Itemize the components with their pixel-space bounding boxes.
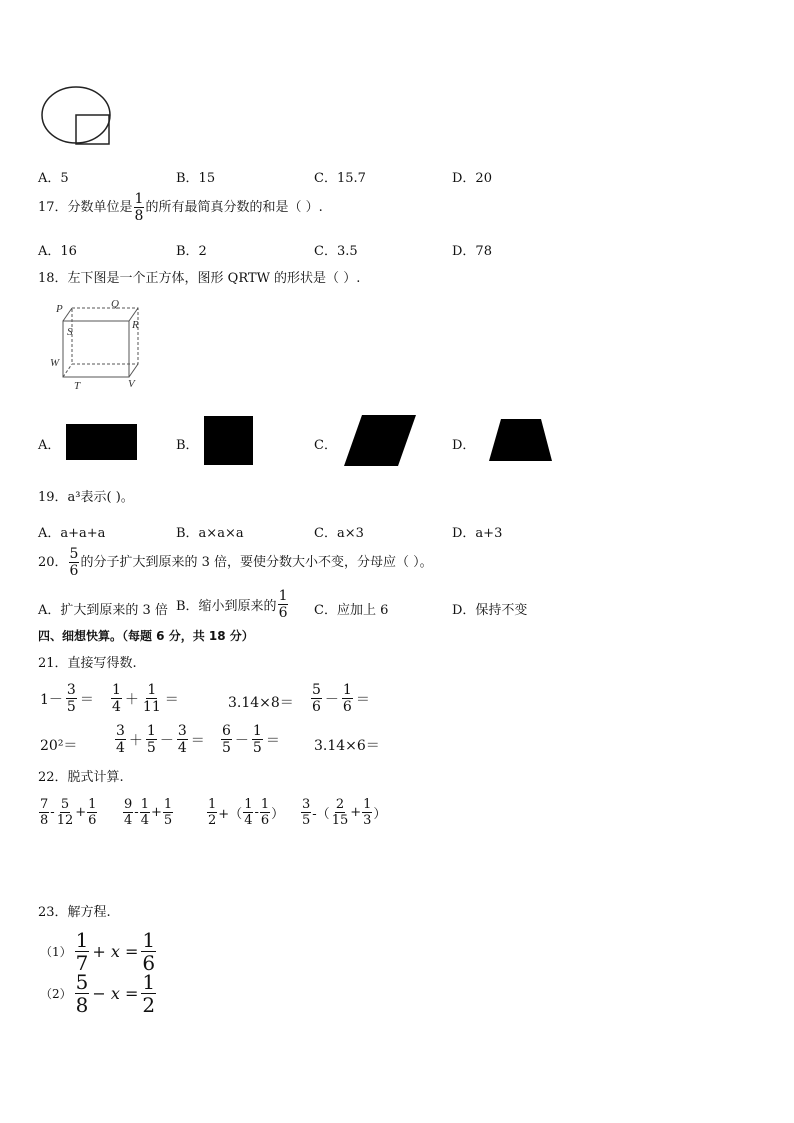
q20-fraction: $\frac{5}{6}$ bbox=[69, 546, 79, 579]
cube-label-w: W bbox=[50, 357, 60, 369]
q22-question: 22．脱式计算. bbox=[38, 770, 124, 785]
q20-option-c[interactable]: C．应加上 6 bbox=[314, 603, 389, 618]
trapezoid-shape bbox=[489, 419, 553, 463]
circle-square-figure bbox=[40, 85, 116, 149]
section-4-title: 四、细想快算。（每题 6 分，共 18 分） bbox=[38, 629, 254, 643]
q21-r1-e2: $\frac{1}{4}$ ＋ $\frac{1}{11}$ ＝ bbox=[112, 682, 179, 715]
q16-option-d[interactable]: D．20 bbox=[452, 171, 492, 186]
cube-label-p: P bbox=[56, 303, 63, 315]
q20-option-b-label: B．缩小到原来的 bbox=[176, 599, 277, 614]
q16-option-a[interactable]: A．5 bbox=[38, 171, 69, 186]
q19-question: 19．a³表示( )。 bbox=[38, 490, 134, 505]
q20-prefix: 20． bbox=[38, 555, 68, 570]
cube-label-s: S bbox=[67, 326, 73, 338]
q23-question: 23．解方程. bbox=[38, 905, 111, 920]
q20-question bbox=[38, 547, 433, 578]
q23-equation-2: （2） $\frac{5}{8}$ − x = $\frac{1}{2}$ bbox=[40, 970, 156, 1017]
q16-option-c[interactable]: C．15.7 bbox=[314, 171, 366, 186]
q21-question: 21．直接写得数. bbox=[38, 656, 137, 671]
q22-e1: $\frac{7}{8}$ - $\frac{5}{12}$ + $\frac{1}{6}$ bbox=[40, 797, 97, 828]
q21-r2-e4: 3.14×6＝ bbox=[314, 738, 380, 754]
q17-prefix: 17．分数单位是 bbox=[38, 200, 133, 215]
q17-option-b[interactable]: B．2 bbox=[176, 244, 207, 259]
q21-r1-e3: 3.14×8＝ bbox=[228, 695, 294, 711]
cube-figure bbox=[48, 296, 158, 392]
q18-option-b[interactable]: B． bbox=[176, 438, 199, 453]
square-shape bbox=[204, 416, 253, 465]
q17-suffix: 的所有最简真分数的和是（ ）. bbox=[145, 200, 323, 215]
cube-label-r: R bbox=[132, 319, 139, 331]
q17-question bbox=[38, 192, 323, 223]
q17-option-d[interactable]: D．78 bbox=[452, 244, 492, 259]
q20-option-b-fraction: $\frac{1}{6}$ bbox=[278, 588, 288, 621]
q19-option-c[interactable]: C．a×3 bbox=[314, 526, 364, 541]
q17-option-a[interactable]: A．16 bbox=[38, 244, 77, 259]
rectangle-shape bbox=[66, 424, 137, 460]
q18-option-a[interactable]: A． bbox=[38, 438, 61, 453]
parallelogram-shape bbox=[344, 415, 418, 467]
cube-label-v: V bbox=[128, 378, 135, 390]
cube-label-t: T bbox=[74, 380, 81, 392]
q17-option-c[interactable]: C．3.5 bbox=[314, 244, 358, 259]
q19-option-d[interactable]: D．a+3 bbox=[452, 526, 503, 541]
q21-r1-e1: 1－ $\frac{3}{5}$ ＝ bbox=[40, 682, 94, 715]
q20-option-b[interactable] bbox=[176, 589, 289, 620]
q17-fraction: $\frac{1}{8}$ bbox=[134, 191, 144, 224]
cube-label-q: Q bbox=[111, 298, 119, 310]
q21-r2-e3: $\frac{6}{5}$ － $\frac{1}{5}$ ＝ bbox=[222, 723, 280, 756]
q21-r2-e2: $\frac{3}{4}$ ＋ $\frac{1}{5}$ － $\frac{3}{4}$ ＝ bbox=[116, 723, 205, 756]
q23-equation-1: （1） $\frac{1}{7}$ + x = $\frac{1}{6}$ bbox=[40, 928, 156, 975]
q19-option-a[interactable]: A．a+a+a bbox=[38, 526, 106, 541]
q18-question: 18．左下图是一个正方体，图形 QRTW 的形状是（ ）. bbox=[38, 271, 361, 286]
q22-e4: $\frac{3}{5}$ -（ $\frac{2}{15}$ + $\frac{1}{3}$ ） bbox=[302, 797, 387, 828]
q18-option-c[interactable]: C． bbox=[314, 438, 337, 453]
q22-e2: $\frac{9}{4}$ - $\frac{1}{4}$ + $\frac{1}{5}$ bbox=[124, 797, 173, 828]
q20-suffix: 的分子扩大到原来的 3 倍，要使分数大小不变，分母应（ ）。 bbox=[80, 555, 433, 570]
q16-option-b[interactable]: B．15 bbox=[176, 171, 216, 186]
q22-e3: $\frac{1}{2}$ +（ $\frac{1}{4}$ - $\frac{1}{6}$ ） bbox=[208, 797, 285, 828]
q19-option-b[interactable]: B．a×a×a bbox=[176, 526, 244, 541]
q20-option-a[interactable]: A．扩大到原来的 3 倍 bbox=[38, 603, 168, 618]
q21-r1-e4: $\frac{5}{6}$ － $\frac{1}{6}$ ＝ bbox=[312, 682, 370, 715]
q20-option-d[interactable]: D．保持不变 bbox=[452, 603, 528, 618]
q18-option-d[interactable]: D． bbox=[452, 438, 476, 453]
q21-r2-e1: 20²＝ bbox=[40, 738, 78, 754]
